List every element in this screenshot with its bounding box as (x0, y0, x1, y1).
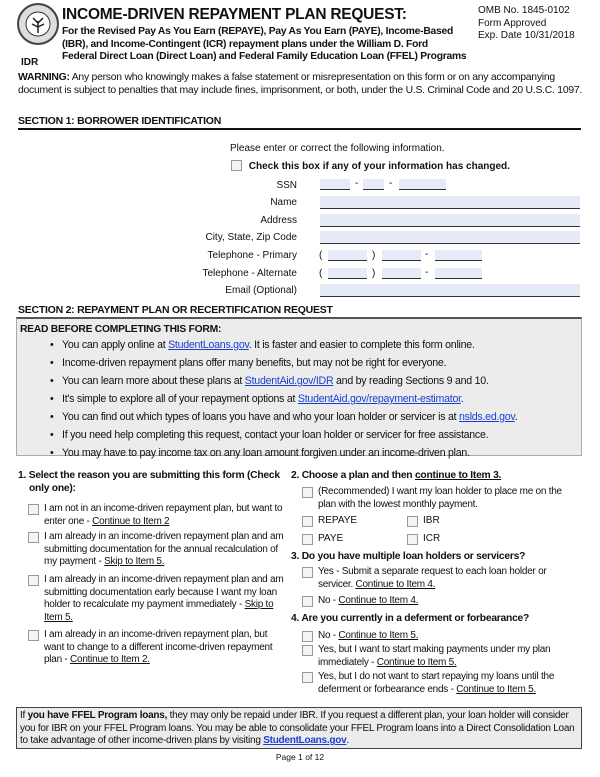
warning-label: WARNING: (18, 72, 70, 83)
omb-number: OMB No. 1845-0102 (478, 5, 570, 16)
plan-icr[interactable]: ICR (407, 533, 440, 546)
section1-title: SECTION 1: BORROWER IDENTIFICATION (18, 115, 222, 127)
continue-link[interactable]: Continue to Item 4. (355, 578, 436, 590)
form-code: IDR (21, 57, 39, 68)
continue-link[interactable]: Continue to Item 5. (376, 656, 457, 668)
seal-logo (17, 3, 59, 45)
continue-link[interactable]: Continue to Item 5. (338, 630, 419, 641)
checkbox[interactable] (302, 487, 313, 498)
checkbox[interactable] (231, 160, 242, 171)
skip-link[interactable]: Skip to Item 5. (104, 556, 165, 567)
item1-option[interactable]: I am already in an income-driven repayment plan and am submitting documentation early because I want my loan holder to recalculate my payment immediately - Skip to Item 5. (28, 574, 293, 624)
checkbox[interactable] (28, 504, 39, 515)
checkbox[interactable] (407, 534, 418, 545)
subtitle-line: (IBR), and Income-Contingent (ICR) repayment plans under the William D. Ford (62, 38, 428, 50)
checkbox[interactable] (302, 516, 313, 527)
section1-intro: Please enter or correct the following information. (230, 143, 445, 154)
plan-repaye[interactable]: REPAYE (302, 515, 357, 528)
tel-alt-area-input[interactable] (328, 268, 367, 279)
continue-link[interactable]: Continue to Item 2 (92, 515, 170, 527)
checkbox[interactable] (302, 596, 313, 607)
tel-primary-label: Telephone - Primary (207, 250, 297, 261)
item3-question: 3. Do you have multiple loan holders or servicers? (291, 551, 526, 562)
continue-link[interactable]: Continue to Item 4. (338, 595, 419, 606)
bullet-item: • It's simple to explore all of your repayment options at StudentAid.gov/repayment-estimator. (44, 391, 517, 409)
ssn-part2-input[interactable] (363, 179, 384, 190)
address-label: Address (260, 215, 297, 226)
plan-paye[interactable]: PAYE (302, 533, 343, 546)
bullet-item: • You can learn more about these plans at StudentAid.gov/IDR and by reading Sections 9 and 10. (44, 373, 517, 391)
ssn-part1-input[interactable] (320, 179, 350, 190)
studentloans-link[interactable]: StudentLoans.gov (168, 339, 249, 351)
bullet-item: • You can find out which types of loans you have and who your loan holder or servicer is at nslds.ed.gov. (44, 409, 517, 427)
item1-option[interactable]: I am already in an income-driven repayment plan, but want to change to a different income-driven repayment plan - Continue to Item 2. (28, 629, 288, 667)
paren: ( (319, 268, 323, 279)
warning-text: Any person who knowingly makes a false statement or misrepresentation on this form or on any accompanying document is subject to penalties that may include fines, imprisonment, or both, under the U.S. Criminal Code and 20 U.S.C. 1097. (18, 72, 583, 96)
section2-title: SECTION 2: REPAYMENT PLAN OR RECERTIFICATION REQUEST (18, 304, 333, 316)
item2-question: 2. Choose a plan and then continue to Item 3. (291, 470, 502, 481)
continue-link[interactable]: Continue to Item 5. (456, 683, 536, 695)
ssn-part3-input[interactable] (399, 179, 446, 190)
nslds-link[interactable]: nslds.ed.gov (459, 411, 515, 423)
name-label: Name (270, 197, 297, 208)
repayment-estimator-link[interactable]: StudentAid.gov/repayment-estimator (297, 393, 461, 405)
bullet-item: • You may have to pay income tax on any loan amount forgiven under an income-driven plan. (44, 445, 517, 463)
bullet-item: • You can apply online at StudentLoans.gov. It is faster and easier to complete this form online. (44, 337, 517, 355)
form-approved: Form Approved (478, 17, 547, 29)
email-input[interactable] (320, 284, 580, 297)
skip-link[interactable]: Skip to Item 5. (44, 599, 274, 623)
checkbox[interactable] (28, 532, 39, 543)
omb-info (478, 5, 575, 43)
checkbox[interactable] (302, 567, 313, 578)
plan-ibr[interactable]: IBR (407, 515, 440, 528)
info-changed-checkbox[interactable] (231, 160, 510, 172)
checkbox[interactable] (28, 630, 39, 641)
tel-alt-line-input[interactable] (435, 268, 482, 279)
bullet-item: • If you need help completing this request, contact your loan holder or servicer for free assistance. (44, 427, 517, 445)
checkbox[interactable] (302, 672, 313, 683)
continue-link[interactable]: Continue to Item 2. (70, 654, 150, 665)
item1-question: 1. Select the reason you are submitting this form (Check only one): (18, 470, 280, 494)
studentaid-idr-link[interactable]: StudentAid.gov/IDR (244, 375, 334, 387)
item4-option[interactable]: Yes, but I do not want to start repaying my loans until the deferment or forbearance ends - Continue to Item 5. (302, 671, 577, 696)
city-state-zip-input[interactable] (320, 231, 580, 244)
name-input[interactable] (320, 196, 580, 209)
checkbox[interactable] (302, 631, 313, 642)
tel-primary-area-input[interactable] (328, 250, 367, 261)
tel-primary-line-input[interactable] (435, 250, 482, 261)
item4-question: 4. Are you currently in a deferment or forbearance? (291, 613, 530, 624)
paren: ) (372, 250, 376, 261)
dash: - (355, 178, 359, 189)
studentloans-link[interactable]: StudentLoans.gov (263, 735, 347, 746)
info-bullets (44, 337, 517, 463)
recommended-option[interactable]: (Recommended) I want my loan holder to place me on the plan with the lowest monthly payment. (302, 486, 572, 511)
checkbox-label: Check this box if any of your information has changed. (248, 161, 510, 172)
email-label: Email (Optional) (225, 285, 297, 296)
checkbox[interactable] (407, 516, 418, 527)
continue-link[interactable]: continue to Item 3. (414, 470, 502, 481)
read-before-box (16, 317, 582, 459)
ssn-label: SSN (276, 180, 297, 191)
address-input[interactable] (320, 214, 580, 227)
city-label: City, State, Zip Code (205, 232, 297, 243)
dash: - (389, 178, 393, 189)
bullet-item: • Income-driven repayment plans offer many benefits, but may not be right for everyone. (44, 355, 517, 373)
checkbox[interactable] (302, 534, 313, 545)
item4-option[interactable]: Yes, but I want to start making payments under my plan immediately - Continue to Item 5. (302, 644, 572, 669)
item3-option-no[interactable]: No - Continue to Item 4. (302, 595, 418, 608)
item3-option-yes[interactable]: Yes - Submit a separate request to each loan holder or servicer. Continue to Item 4. (302, 566, 572, 591)
item1-option[interactable]: I am not in an income-driven repayment plan, but want to enter one - Continue to Item 2 (28, 503, 288, 528)
item4-option[interactable]: No - Continue to Item 5. (302, 630, 418, 643)
ffel-notice: If you have FFEL Program loans, they may only be repaid under IBR. If you request a different plan, your loan holder will consider you for IBR on your FFEL Program loans. You may be able to consolidate your FFEL Program loans into a Direct Consolidation Loan to take advantage of other income-driven plans by visiting StudentLoans.gov. (16, 707, 582, 749)
read-before-title: READ BEFORE COMPLETING THIS FORM: (20, 324, 222, 335)
expiration-date: Exp. Date 10/31/2018 (478, 30, 575, 41)
paren: ( (319, 250, 323, 261)
dash: - (425, 267, 429, 278)
item1-option[interactable]: I am already in an income-driven repayment plan and am submitting documentation for the annual recalculation of my payment - Skip to Item 5. (28, 531, 288, 569)
tel-alt-prefix-input[interactable] (382, 268, 421, 279)
subtitle (62, 26, 466, 64)
paren: ) (372, 268, 376, 279)
subtitle-line: For the Revised Pay As You Earn (REPAYE), Pay As You Earn (PAYE), Income-Based (62, 26, 453, 37)
divider (18, 128, 581, 130)
dash: - (425, 249, 429, 260)
checkbox[interactable] (28, 575, 39, 586)
subtitle-line: Federal Direct Loan (Direct Loan) and Federal Family Education Loan (FFEL) Programs (62, 51, 467, 62)
page-title: INCOME-DRIVEN REPAYMENT PLAN REQUEST: (62, 6, 407, 23)
page-number: Page 1 of 12 (275, 752, 325, 762)
tel-primary-prefix-input[interactable] (382, 250, 421, 261)
checkbox[interactable] (302, 645, 313, 656)
warning (18, 71, 583, 97)
tel-alt-label: Telephone - Alternate (202, 268, 297, 279)
